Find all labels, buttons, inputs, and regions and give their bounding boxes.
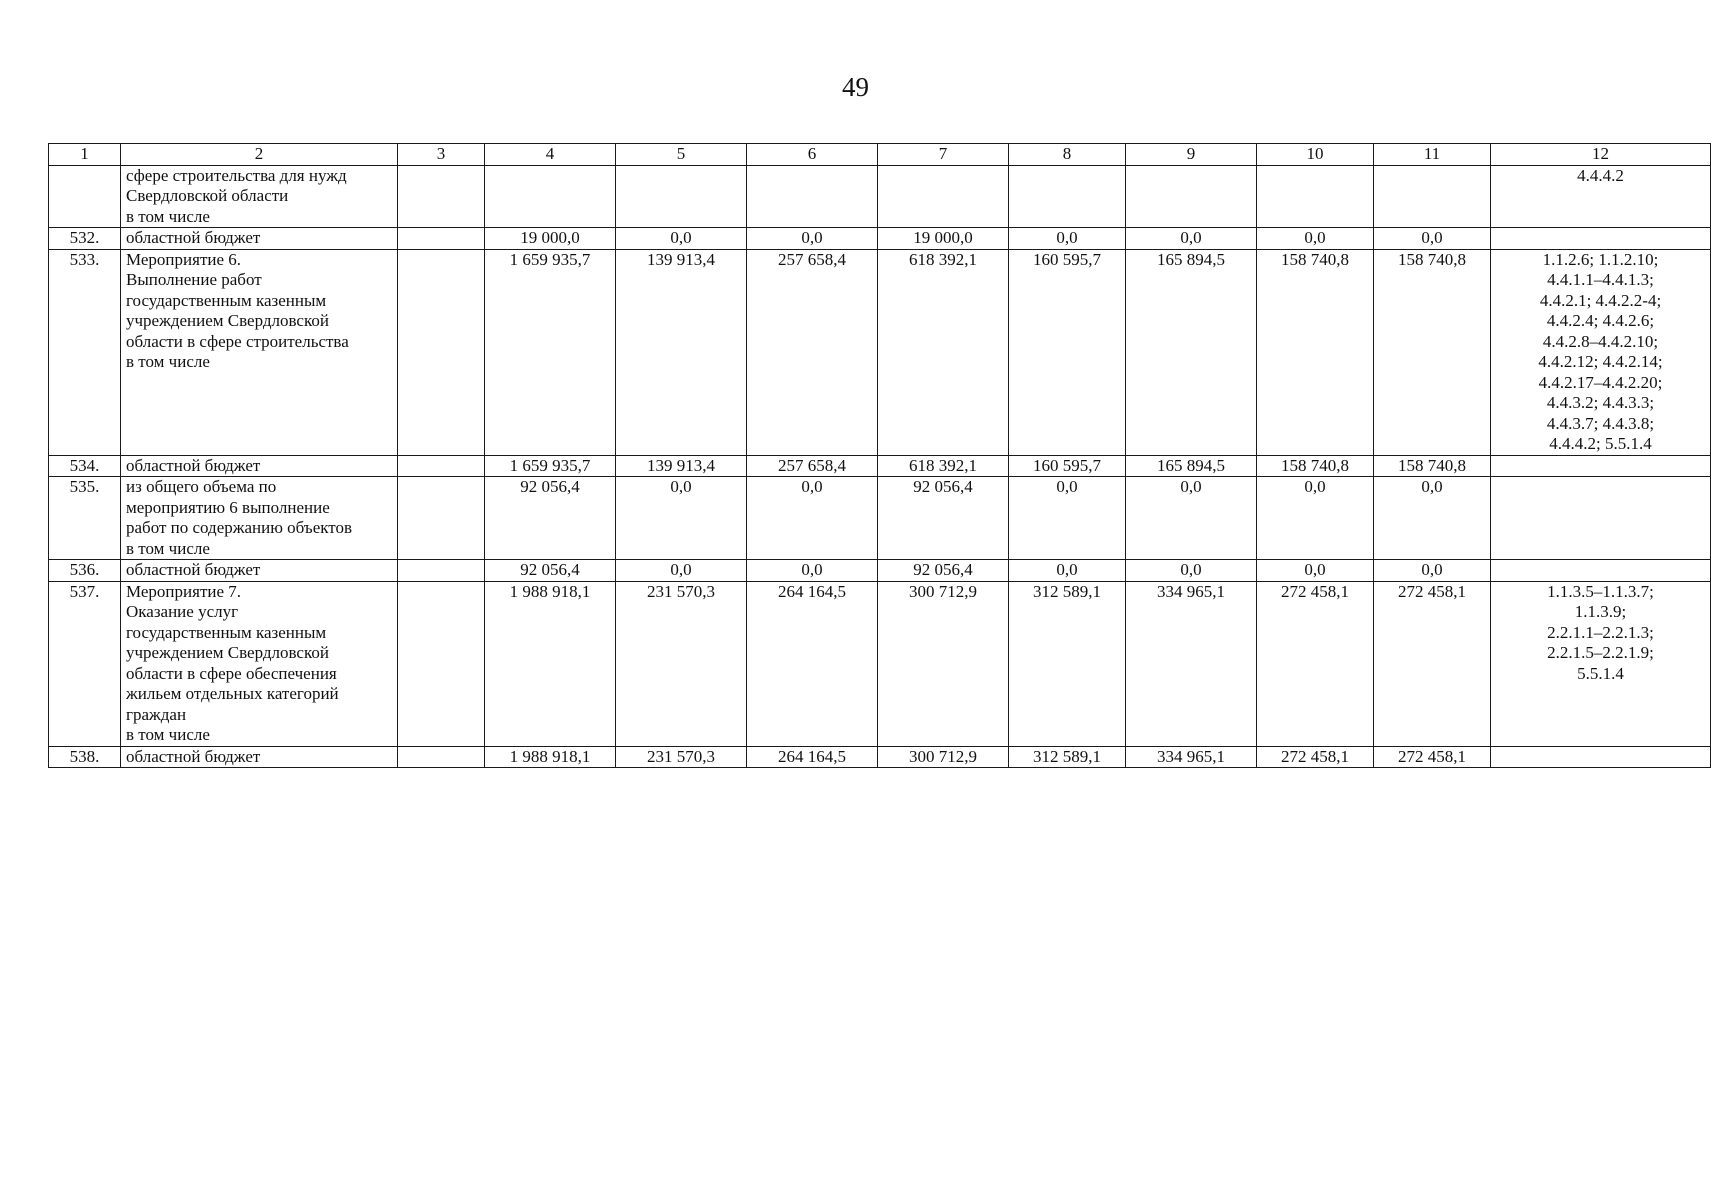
value-cell: 0,0 xyxy=(1374,477,1491,560)
value-cell: 300 712,9 xyxy=(878,746,1009,768)
row-name-line: области в сфере строительства xyxy=(126,331,349,351)
value-cell xyxy=(616,165,747,228)
value-cell: 0,0 xyxy=(616,228,747,250)
column-header: 2 xyxy=(121,144,398,166)
row-name-line: в том числе xyxy=(126,352,210,371)
value-cell xyxy=(878,165,1009,228)
target-reference-line: 4.4.4.2; 5.5.1.4 xyxy=(1549,434,1652,453)
value-cell: 272 458,1 xyxy=(1374,746,1491,768)
row-name-line: учреждением Свердловской xyxy=(126,311,329,330)
value-cell xyxy=(1374,165,1491,228)
value-cell: 1 988 918,1 xyxy=(485,746,616,768)
row-name-line: государственным казенным xyxy=(126,290,327,310)
column-3-cell xyxy=(398,477,485,560)
column-header: 6 xyxy=(747,144,878,166)
value-cell: 0,0 xyxy=(616,477,747,560)
row-name-cell xyxy=(121,477,398,560)
row-name-line: жильем отдельных категорий xyxy=(126,684,339,703)
table-row xyxy=(49,455,1711,477)
value-cell: 272 458,1 xyxy=(1257,581,1374,746)
column-header: 4 xyxy=(485,144,616,166)
row-number-cell: 536. xyxy=(49,560,121,582)
target-reference-line: 2.2.1.1–2.2.1.3; xyxy=(1547,622,1654,642)
table-row xyxy=(49,249,1711,455)
target-reference-cell xyxy=(1491,455,1711,477)
column-header: 12 xyxy=(1491,144,1711,166)
row-name-cell xyxy=(121,746,398,768)
value-cell: 158 740,8 xyxy=(1374,455,1491,477)
table-row xyxy=(49,581,1711,746)
value-cell: 231 570,3 xyxy=(616,746,747,768)
column-header: 10 xyxy=(1257,144,1374,166)
row-name-cell xyxy=(121,165,398,228)
column-header: 1 xyxy=(49,144,121,166)
value-cell: 272 458,1 xyxy=(1374,581,1491,746)
value-cell: 334 965,1 xyxy=(1126,581,1257,746)
row-name-line: Мероприятие 7. xyxy=(126,581,242,601)
target-reference-cell xyxy=(1491,228,1711,250)
value-cell: 0,0 xyxy=(1009,560,1126,582)
value-cell: 0,0 xyxy=(747,477,878,560)
value-cell: 165 894,5 xyxy=(1126,249,1257,455)
value-cell: 618 392,1 xyxy=(878,455,1009,477)
table-row xyxy=(49,228,1711,250)
row-name-cell xyxy=(121,249,398,455)
row-name-line: областной бюджет xyxy=(126,228,261,247)
row-number-cell: 535. xyxy=(49,477,121,560)
column-header: 3 xyxy=(398,144,485,166)
row-name-line: работ по содержанию объектов xyxy=(126,518,353,537)
column-header: 7 xyxy=(878,144,1009,166)
value-cell: 312 589,1 xyxy=(1009,581,1126,746)
value-cell: 264 164,5 xyxy=(747,581,878,746)
value-cell: 334 965,1 xyxy=(1126,746,1257,768)
target-reference-line: 4.4.4.2 xyxy=(1577,165,1624,185)
column-header: 9 xyxy=(1126,144,1257,166)
value-cell xyxy=(747,165,878,228)
row-name-line: Выполнение работ xyxy=(126,270,262,289)
target-reference-line: 4.4.3.7; 4.4.3.8; xyxy=(1546,413,1655,433)
value-cell: 0,0 xyxy=(1257,560,1374,582)
value-cell: 618 392,1 xyxy=(878,249,1009,455)
row-name-line: в том числе xyxy=(126,206,210,226)
value-cell: 0,0 xyxy=(1257,477,1374,560)
value-cell: 160 595,7 xyxy=(1009,455,1126,477)
value-cell xyxy=(1009,165,1126,228)
column-3-cell xyxy=(398,746,485,768)
value-cell: 0,0 xyxy=(1257,228,1374,250)
table-row xyxy=(49,165,1711,228)
row-name-line: сфере строительства для нужд xyxy=(126,165,347,185)
row-name-cell xyxy=(121,581,398,746)
row-name-line: областной бюджет xyxy=(126,455,261,475)
value-cell: 0,0 xyxy=(747,560,878,582)
target-reference-cell xyxy=(1491,477,1711,560)
row-number-cell: 533. xyxy=(49,249,121,455)
column-3-cell xyxy=(398,581,485,746)
row-name-line: областной бюджет xyxy=(126,560,261,579)
table-row xyxy=(49,477,1711,560)
row-name-cell xyxy=(121,228,398,250)
value-cell: 92 056,4 xyxy=(485,560,616,582)
value-cell: 19 000,0 xyxy=(878,228,1009,250)
target-reference-line: 2.2.1.5–2.2.1.9; xyxy=(1547,643,1654,662)
target-reference-line: 1.1.2.6; 1.1.2.10; xyxy=(1542,249,1659,269)
value-cell: 139 913,4 xyxy=(616,249,747,455)
target-reference-cell xyxy=(1491,165,1711,228)
value-cell: 158 740,8 xyxy=(1257,455,1374,477)
column-3-cell xyxy=(398,228,485,250)
value-cell: 165 894,5 xyxy=(1126,455,1257,477)
value-cell xyxy=(485,165,616,228)
row-name-cell xyxy=(121,455,398,477)
value-cell: 0,0 xyxy=(1126,228,1257,250)
row-name-line: в том числе xyxy=(126,538,210,558)
row-number-cell: 537. xyxy=(49,581,121,746)
value-cell: 1 659 935,7 xyxy=(485,455,616,477)
column-header: 8 xyxy=(1009,144,1126,166)
value-cell: 300 712,9 xyxy=(878,581,1009,746)
value-cell: 158 740,8 xyxy=(1374,249,1491,455)
value-cell: 1 988 918,1 xyxy=(485,581,616,746)
row-name-line: Мероприятие 6. xyxy=(126,249,242,269)
value-cell: 0,0 xyxy=(1374,228,1491,250)
target-reference-line: 5.5.1.4 xyxy=(1577,663,1624,683)
row-name-line: учреждением Свердловской xyxy=(126,643,329,662)
target-reference-cell xyxy=(1491,249,1711,455)
value-cell: 257 658,4 xyxy=(747,455,878,477)
target-reference-cell xyxy=(1491,560,1711,582)
target-reference-cell xyxy=(1491,746,1711,768)
target-reference-line: 1.1.3.9; xyxy=(1574,602,1627,621)
column-3-cell xyxy=(398,165,485,228)
value-cell xyxy=(1126,165,1257,228)
value-cell: 0,0 xyxy=(1009,228,1126,250)
value-cell: 92 056,4 xyxy=(878,560,1009,582)
row-name-line: государственным казенным xyxy=(126,622,327,642)
value-cell: 0,0 xyxy=(1009,477,1126,560)
table-row xyxy=(49,560,1711,582)
target-reference-line: 4.4.3.2; 4.4.3.3; xyxy=(1546,393,1655,412)
target-reference-line: 4.4.2.12; 4.4.2.14; xyxy=(1538,352,1663,371)
row-name-line: Оказание услуг xyxy=(126,602,239,621)
row-name-line: из общего объема по xyxy=(126,477,277,496)
row-name-line: областной бюджет xyxy=(126,746,261,766)
budget-table xyxy=(48,143,1711,768)
row-name-line: Свердловской области xyxy=(126,186,289,205)
table-body xyxy=(49,165,1711,768)
row-name-line: в том числе xyxy=(126,725,210,744)
target-reference-line: 4.4.1.1–4.4.1.3; xyxy=(1547,270,1654,289)
column-3-cell xyxy=(398,455,485,477)
row-name-cell xyxy=(121,560,398,582)
target-reference-line: 4.4.2.17–4.4.2.20; xyxy=(1538,372,1663,392)
page-number: 49 xyxy=(842,72,869,102)
value-cell: 139 913,4 xyxy=(616,455,747,477)
row-name-line: граждан xyxy=(126,704,187,724)
value-cell: 231 570,3 xyxy=(616,581,747,746)
value-cell: 0,0 xyxy=(747,228,878,250)
row-name-line: области в сфере обеспечения xyxy=(126,663,337,683)
column-header: 11 xyxy=(1374,144,1491,166)
value-cell: 0,0 xyxy=(1126,477,1257,560)
value-cell: 1 659 935,7 xyxy=(485,249,616,455)
row-number-cell: 538. xyxy=(49,746,121,768)
row-number-cell: 532. xyxy=(49,228,121,250)
target-reference-line: 4.4.2.8–4.4.2.10; xyxy=(1542,331,1659,351)
value-cell: 0,0 xyxy=(1374,560,1491,582)
target-reference-line: 4.4.2.4; 4.4.2.6; xyxy=(1546,311,1655,330)
table-header xyxy=(49,144,1711,166)
row-number-cell xyxy=(49,165,121,228)
header-row xyxy=(49,144,1711,166)
value-cell: 92 056,4 xyxy=(485,477,616,560)
row-number-cell: 534. xyxy=(49,455,121,477)
value-cell: 19 000,0 xyxy=(485,228,616,250)
value-cell: 160 595,7 xyxy=(1009,249,1126,455)
value-cell: 0,0 xyxy=(616,560,747,582)
column-3-cell xyxy=(398,249,485,455)
value-cell xyxy=(1257,165,1374,228)
target-reference-line: 1.1.3.5–1.1.3.7; xyxy=(1547,581,1654,601)
column-header: 5 xyxy=(616,144,747,166)
value-cell: 312 589,1 xyxy=(1009,746,1126,768)
target-reference-line: 4.4.2.1; 4.4.2.2-4; xyxy=(1539,290,1662,310)
value-cell: 0,0 xyxy=(1126,560,1257,582)
value-cell: 92 056,4 xyxy=(878,477,1009,560)
target-reference-cell xyxy=(1491,581,1711,746)
value-cell: 264 164,5 xyxy=(747,746,878,768)
table-row xyxy=(49,746,1711,768)
value-cell: 272 458,1 xyxy=(1257,746,1374,768)
row-name-line: мероприятию 6 выполнение xyxy=(126,497,330,517)
value-cell: 158 740,8 xyxy=(1257,249,1374,455)
value-cell: 257 658,4 xyxy=(747,249,878,455)
column-3-cell xyxy=(398,560,485,582)
